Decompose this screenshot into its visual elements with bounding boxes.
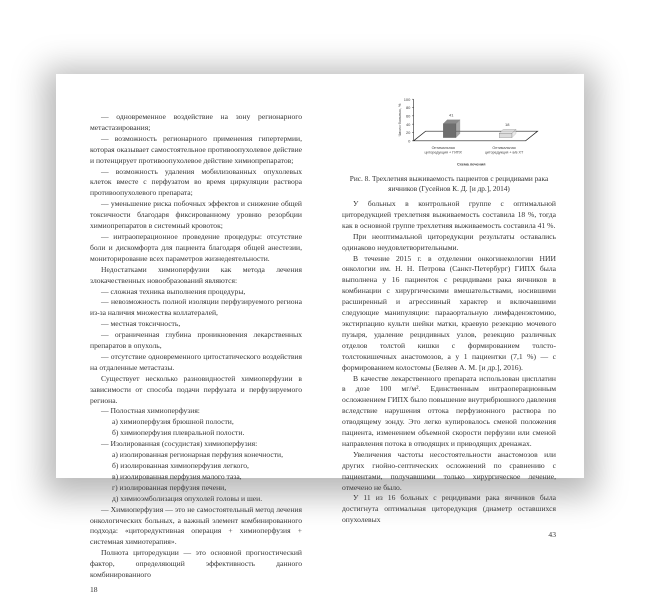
paragraph: — сложная техника выполнения процедуры,	[101, 286, 246, 296]
y-tick-label: 60	[405, 113, 411, 119]
figure-caption: Рис. 8. Трехлетняя выживаемость пациентов с рецидивами рака яичников (Гусейнов К. Д. [и др.], 2014)	[349, 174, 549, 193]
paragraph: а) изолированная регионарная перфузия конечности,	[112, 450, 283, 460]
paragraph: Недостатками химиоперфузии как метода лечения злокачественных новообразований являются:	[90, 264, 302, 285]
paragraph: — интраоперационное проведение процедуры: отсутствие боли и дискомфорта для пациента благодаря общей анестезии, мониторирование всех параметров жизнедеятельности.	[90, 231, 302, 263]
paragraph: б) химиоперфузия плевральной полости.	[112, 428, 245, 438]
left-page	[90, 112, 302, 595]
paragraph: — уменьшение риска побочных эффектов и снижение общей токсичности благодаря фиксированному уровню резорбции химиопрепаратов в системный кровоток;	[90, 199, 302, 231]
data-label: 41	[448, 112, 454, 118]
paragraph: У 11 из 16 больных с рецидивами рака яичников была достигнута оптимальная циторедукция (диаметр оставшихся опухолевых	[342, 493, 556, 525]
paragraph: В течение 2015 г. в отделении онкогинекологии НИИ онкологии им. Н. Н. Петрова (Санкт-Петербург) ГИПХ была выполнена у 16 пациенток с рецидивами рака яичников в комбинации с хирургическими вмешательствами, носившими расширенный и агрессивный характер и включавшими следующие манипуляции: парааортальную лимфаденэктомию, экстирпацию культи шейки матки, краевую резекцию мочевого пузыря, удаление рецидивных узлов, резекцию различных отделов толстой кишки с формированием толсто-толстокишечных анастомозов, а у 1 пациентки (7,1 %) — с формированием колостомы (Беляев А. М. [и др.], 2016).	[342, 253, 556, 372]
bar	[499, 133, 512, 137]
book-spread	[56, 74, 584, 594]
paragraph: — возможность регионарного применения гипертермии, которая оказывает самостоятельное противоопухолевое действие и потенцирует противоопухолевое действие химиопрепаратов;	[90, 133, 302, 165]
y-tick-label: 40	[405, 121, 411, 127]
paragraph: — отсутствие одновременного цитостатического воздействия на отдаленные метастазы.	[90, 351, 302, 372]
right-page	[342, 92, 556, 540]
paragraph: — ограниченная глубина проникновения лекарственных препаратов в опухоль,	[90, 330, 302, 351]
paragraph: — одновременное воздействие на зону регионарного метастазирования;	[90, 112, 302, 132]
x-tick-label: Оптимальная	[431, 145, 455, 150]
paragraph: При неоптимальной циторедукции результаты оставались одинаково неудовлетворительными.	[342, 231, 556, 252]
paragraph: в) изолированная перфузия малого таза,	[112, 471, 242, 481]
paragraph: — невозможность полной изоляции перфузируемого региона из-за наличия множества коллатералей,	[90, 297, 302, 318]
x-tick-label: циторедукция + в/в ХТ	[484, 150, 524, 155]
paragraph: — возможность удаления мобилизованных опухолевых клеток вместе с перфузатом во время циркуляции раствора противоопухолевого препарата;	[90, 166, 302, 198]
paragraph: Существует несколько разновидностей химиоперфузии в зависимости от способа подачи перфузата и перфузируемого региона.	[90, 373, 302, 405]
data-label: 18	[504, 122, 510, 128]
paragraph: — Изолированная (сосудистая) химиоперфузия:	[101, 439, 258, 449]
survival-bar-chart	[356, 92, 556, 172]
y-tick-label: 20	[405, 130, 411, 136]
paragraph: а) химиоперфузия брюшной полости,	[112, 417, 234, 427]
left-page-number: 18	[90, 584, 98, 594]
bar	[443, 124, 456, 138]
paragraph: Полнота циторедукции — это основной прогностический фактор, определяющий эффективность данного комбинированного	[90, 548, 302, 580]
paragraph: б) изолированная химиоперфузия легкого,	[112, 461, 249, 470]
paragraph: У больных в контрольной группе с оптимальной циторедукцией трехлетняя выживаемость составила 18 %, тогда как в основной группе трехлетняя выживаемость составила 41 %.	[342, 199, 556, 230]
paragraph: — местная токсичность,	[101, 319, 181, 329]
y-axis-label: Число больных, %	[397, 103, 402, 137]
paragraph: — Полостная химиоперфузия:	[101, 406, 200, 416]
left-page-text	[90, 112, 302, 581]
right-page-text	[342, 199, 556, 526]
right-page-number: 43	[548, 530, 556, 540]
chart-floor	[414, 131, 538, 141]
paragraph: г) изолированная перфузия печени,	[112, 482, 227, 492]
paragraph: д) химиоэмболизация опухолей головы и шеи.	[112, 493, 263, 503]
y-tick-label: 80	[405, 105, 411, 111]
paragraph: В качестве лекарственного препарата использован цисплатин в дозе 100 мг/м². Единственным интраоперационным осложнением ГИПХ было повышение внутрибрюшного давления вследствие нарушения оттока перфузионного раствора по отводящему зонду. Это легко купировалось сменой положения пациента, изменением объемной скорости перфузии или сменой направления потока в отводящих и приводящих дренажах.	[342, 373, 556, 448]
y-tick-label: 100	[403, 96, 411, 102]
paragraph: Увеличения частоты несостоятельности анастомозов или других гнойно-септических осложнений по сравнению с пациентами, получавшими только хирургическое лечение, отмечено не было.	[342, 449, 556, 492]
x-tick-label: Оптимальная	[492, 145, 516, 150]
x-tick-label: циторедукция + ГИПХ	[424, 150, 462, 155]
y-tick-label: 0	[408, 138, 411, 144]
x-axis-label: Схема лечения	[456, 162, 486, 167]
paragraph: — Химиоперфузия — это не самостоятельный метод лечения онкологических больных, а важный элемент комбинированного подхода: «циторедуктивная операция + химиоперфузия + системная химиотерапия».	[90, 504, 302, 547]
